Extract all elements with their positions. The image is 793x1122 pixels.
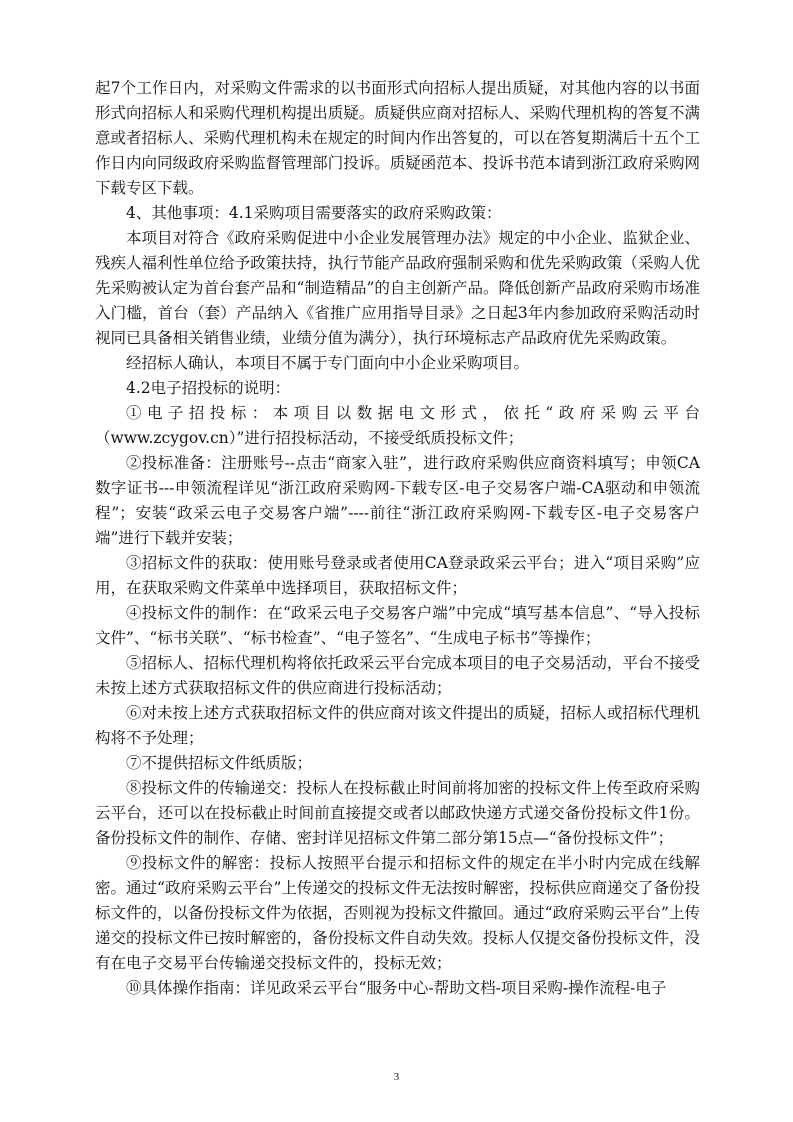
paragraph: 本项目对符合《政府采购促进中小企业发展管理办法》规定的中小企业、监狱企业、残疾人福利性单位给予政策扶持，执行节能产品政府强制采购和优先采购政策（采购人优先采购被认定为首台套产品和“制造精品”的自主创新产品。降低创新产品政府采购市场准入门槛，首台（套）产品纳入《省推广应用指导目录》之日起3年内参加政府采购活动时视同已具备相关销售业绩，业绩分值为满分），执行环境标志产品政府优先采购政策。 <box>95 229 700 347</box>
paragraph: ⑨投标文件的解密：投标人按照平台提示和招标文件的规定在半小时内完成在线解密。通过“政府采购云平台”上传递交的投标文件无法按时解密，投标供应商递交了备份投标文件的，以备份投标文件为依据，否则视为投标文件撤回。通过“政府采购云平台”上传递交的投标文件已按时解密的，备份投标文件自动失效。投标人仅提交备份投标文件，没有在电子交易平台传输递交投标文件的，投标无效； <box>95 854 700 972</box>
paragraph: 起7个工作日内，对采购文件需求的以书面形式向招标人提出质疑，对其他内容的以书面形式向招标人和采购代理机构提出质疑。质疑供应商对招标人、采购代理机构的答复不满意或者招标人、采购代理机构未在规定的时间内作出答复的，可以在答复期满后十五个工作日内向同级政府采购监督管理部门投诉。质疑函范本、投诉书范本请到浙江政府采购网下载专区下载。 <box>95 79 700 197</box>
paragraph: ⑦不提供招标文件纸质版； <box>126 754 313 772</box>
paragraph: 经招标人确认，本项目不属于专门面向中小企业采购项目。 <box>126 354 530 372</box>
paragraph: ⑩具体操作指南：详见政采云平台“服务中心-帮助文档-项目采购-操作流程-电子 <box>126 979 667 997</box>
paragraph: ②投标准备：注册账号--点击“商家入驻”，进行政府采购供应商资料填写；申领CA数字证书---申领流程详见“浙江政府采购网-下载专区-电子交易客户端-CA驱动和申领流程”；安装“政采云电子交易客户端”----前往“浙江政府采购网-下载专区-电子交易客户端”进行下载并安装； <box>95 454 700 547</box>
paragraph: ①电子招投标：本项目以数据电文形式，依托“政府采购云平台（www.zcygov.cn）”进行招投标活动，不接受纸质投标文件； <box>95 404 700 447</box>
document-body <box>95 76 700 1001</box>
paragraph: ③招标文件的获取：使用账号登录或者使用CA登录政采云平台；进入“项目采购”应用，在获取采购文件菜单中选择项目，获取招标文件； <box>95 554 700 597</box>
paragraph: ⑥对未按上述方式获取招标文件的供应商对该文件提出的质疑，招标人或招标代理机构将不予处理； <box>95 704 700 747</box>
paragraph: ⑧投标文件的传输递交：投标人在投标截止时间前将加密的投标文件上传至政府采购云平台，还可以在投标截止时间前直接提交或者以邮政快递方式递交备份投标文件1份。备份投标文件的制作、存储、密封详见招标文件第二部分第15点—“备份投标文件”； <box>95 779 700 847</box>
paragraph: ⑤招标人、招标代理机构将依托政采云平台完成本项目的电子交易活动，平台不接受未按上述方式获取招标文件的供应商进行投标活动； <box>95 654 700 697</box>
paragraph: ④投标文件的制作：在“政采云电子交易客户端”中完成“填写基本信息”、“导入投标文件”、“标书关联”、“标书检查”、“电子签名”、“生成电子标书”等操作； <box>95 604 700 647</box>
page-number: 3 <box>393 1071 400 1083</box>
paragraph: 4、其他事项：4.1采购项目需要落实的政府采购政策： <box>126 204 502 222</box>
paragraph: 4.2电子招投标的说明： <box>126 379 291 397</box>
